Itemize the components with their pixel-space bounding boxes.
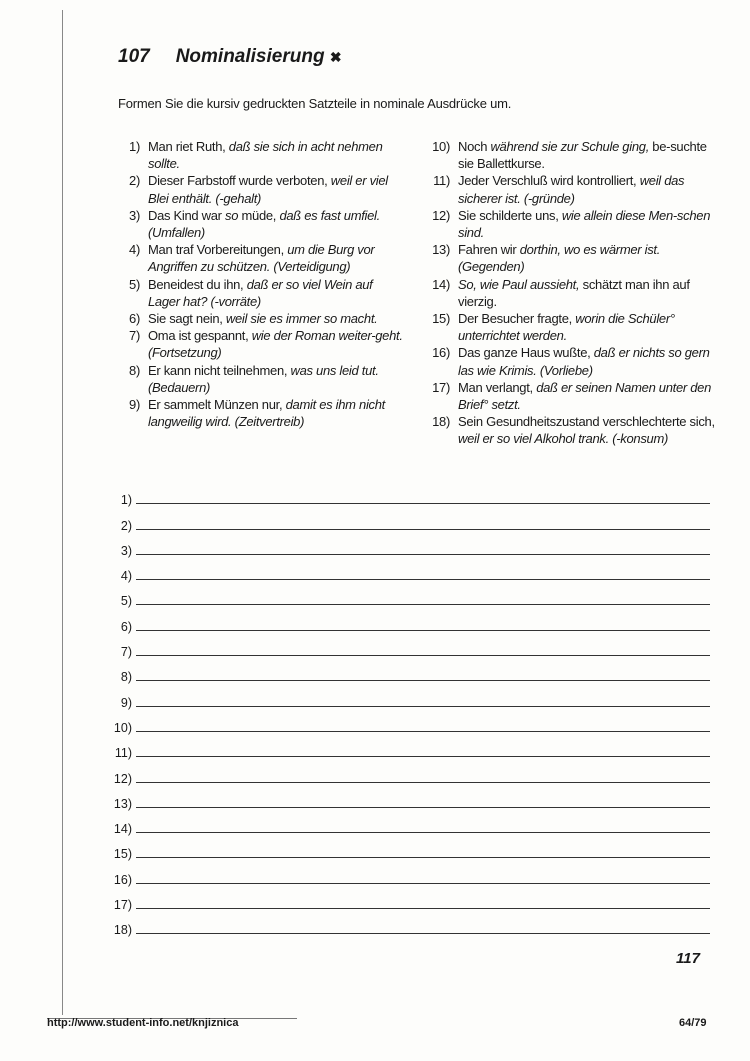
instruction: Formen Sie die kursiv gedruckten Satzteile in nominale Ausdrücke um. <box>118 96 512 111</box>
answer-number: 7) <box>120 645 132 660</box>
exercise-item-number: 17) <box>432 379 450 395</box>
answer-number: 2) <box>120 518 132 533</box>
exercise-item-number: 14) <box>432 276 450 292</box>
italic-phrase: worin die Schüler° unterrichtet werden. <box>458 311 675 344</box>
italic-phrase: daß er so viel Wein auf Lager hat? (-vorräte) <box>148 276 373 309</box>
plain-phrase: Man riet Ruth, <box>148 139 229 154</box>
answer-row <box>100 861 710 886</box>
plain-phrase: Fahren wir <box>458 242 520 258</box>
answer-blank-line[interactable] <box>136 744 710 757</box>
margin-line <box>62 10 63 1015</box>
exercise-item-number: 5) <box>129 276 140 292</box>
exercise-item-text <box>148 207 403 241</box>
exercise-item-number: 2) <box>129 173 140 189</box>
answer-row <box>100 684 710 709</box>
plain-phrase: Man traf Vorbereitungen, <box>148 242 288 258</box>
exercise-item-text <box>458 344 718 378</box>
exercise-item-text <box>148 396 403 430</box>
exercise-item <box>428 344 718 378</box>
answer-row <box>100 608 710 633</box>
exercise-item <box>118 172 403 206</box>
exercise-item <box>118 276 403 310</box>
exercise-item-text <box>458 138 718 172</box>
exercise-item-text <box>458 276 718 310</box>
italic-phrase: wie allein diese Men-schen sind. <box>458 207 711 241</box>
plain-phrase: Man verlangt, <box>458 379 537 395</box>
plain-phrase: müde, <box>238 207 280 223</box>
plain-phrase: Er kann nicht teilnehmen, <box>148 362 291 378</box>
plain-phrase: Der Besucher fragte, <box>458 311 576 327</box>
italic-phrase: so <box>225 207 239 223</box>
exercise-item-text <box>458 172 718 206</box>
exercise-item <box>118 310 403 327</box>
answer-blank-line[interactable] <box>136 770 710 783</box>
exercise-list-right <box>428 138 718 448</box>
exercise-item-number: 8) <box>129 362 140 378</box>
answer-number: 18) <box>113 923 132 938</box>
italic-phrase: was uns leid tut. (Bedauern) <box>148 362 379 395</box>
answer-blank-line[interactable] <box>136 491 710 504</box>
plain-phrase: Sie sagt nein, <box>148 311 226 327</box>
plain-phrase: Sie schilderte uns, <box>458 207 562 223</box>
answer-row <box>100 836 710 861</box>
answer-number: 1) <box>120 493 132 508</box>
exercise-item-text <box>458 413 718 447</box>
exercise-item-number: 15) <box>432 311 450 327</box>
exercise-item-text <box>148 310 403 327</box>
answer-blank-line[interactable] <box>136 694 710 707</box>
answer-blank-line[interactable] <box>136 592 710 605</box>
exercise-item-number: 6) <box>129 311 140 327</box>
exercise-item <box>118 138 403 172</box>
answer-blank-line[interactable] <box>136 618 710 631</box>
exercise-number: 107 <box>118 46 150 67</box>
answer-number: 17) <box>113 898 132 913</box>
answer-lines <box>100 482 710 937</box>
answer-number: 15) <box>113 847 132 862</box>
answer-number: 12) <box>113 771 132 786</box>
plain-phrase: Das ganze Haus wußte, <box>458 345 594 361</box>
exercise-item-number: 12) <box>432 207 450 223</box>
answer-blank-line[interactable] <box>136 845 710 858</box>
answer-number: 8) <box>120 670 132 685</box>
exercise-title <box>118 46 342 68</box>
exercise-item-text <box>458 241 718 275</box>
answer-number: 6) <box>120 619 132 634</box>
answer-row <box>100 659 710 684</box>
plain-phrase: be-suchte sie Ballettkurse. <box>458 139 707 172</box>
italic-phrase: um die Burg vor Angriffen zu schützen. (Verteidigung) <box>148 242 375 275</box>
plain-phrase: Noch <box>458 139 491 154</box>
exercise-item-number: 10) <box>432 139 450 154</box>
plain-phrase: Beneidest du ihn, <box>148 276 247 292</box>
answer-blank-line[interactable] <box>136 542 710 555</box>
italic-phrase: daß er nichts so gern las wie Krimis. (Vorliebe) <box>458 345 710 378</box>
italic-phrase: weil das sicherer ist. (-gründe) <box>458 173 685 206</box>
italic-phrase: weil er so viel Alkohol trank. (-konsum) <box>458 431 669 447</box>
answer-number: 10) <box>113 720 132 735</box>
exercise-item-text <box>458 379 718 413</box>
exercise-item-text <box>148 362 403 396</box>
answer-number: 9) <box>120 695 132 710</box>
answer-number: 13) <box>113 796 132 811</box>
exercise-item-number: 11) <box>433 173 450 189</box>
answer-number: 5) <box>120 594 132 609</box>
exercise-item <box>118 362 403 396</box>
italic-phrase: dorthin, wo es wärmer ist. (Gegenden) <box>458 242 661 275</box>
answer-number: 3) <box>120 543 132 558</box>
answer-blank-line[interactable] <box>136 719 710 732</box>
answer-row <box>100 912 710 937</box>
exercise-item-number: 1) <box>129 139 140 154</box>
italic-phrase: weil er viel Blei enthält. (-gehalt) <box>148 173 388 206</box>
italic-phrase: während sie zur Schule ging, <box>490 139 649 154</box>
exercise-item <box>118 207 403 241</box>
answer-row <box>100 507 710 532</box>
italic-phrase: daß sie sich in acht nehmen sollte. <box>148 139 383 172</box>
exercise-item-text <box>148 276 403 310</box>
exercise-item <box>428 207 718 241</box>
exercise-item-text <box>148 241 403 275</box>
cross-marker-icon: ✖ <box>329 49 342 65</box>
exercise-item <box>428 241 718 275</box>
exercise-item <box>428 413 718 447</box>
exercise-item-text <box>148 327 403 361</box>
plain-phrase: Sein Gesundheitszustand verschlechterte sich, <box>458 414 715 430</box>
exercise-item-text <box>148 172 403 206</box>
answer-row <box>100 533 710 558</box>
answer-blank-line[interactable] <box>136 795 710 808</box>
exercise-heading: Nominalisierung <box>175 46 325 67</box>
answer-row <box>100 811 710 836</box>
exercise-item-number: 4) <box>129 242 140 258</box>
exercise-item-text <box>458 310 718 344</box>
exercise-item-number: 16) <box>432 345 450 361</box>
italic-phrase: weil sie es immer so macht. <box>225 311 378 327</box>
exercise-item <box>428 379 718 413</box>
italic-phrase: So, wie Paul aussieht, <box>458 276 580 292</box>
italic-phrase: daß er seinen Namen unter den Brief° setzt. <box>458 379 712 413</box>
answer-row <box>100 760 710 785</box>
answer-blank-line[interactable] <box>136 567 710 580</box>
footer-page-count: 64/79 <box>679 1017 707 1029</box>
plain-phrase: Dieser Farbstoff wurde verboten, <box>148 173 331 189</box>
exercise-list-left <box>118 138 403 430</box>
plain-phrase: Das Kind war <box>148 207 226 223</box>
plain-phrase: Jeder Verschluß wird kontrolliert, <box>458 173 640 189</box>
answer-blank-line[interactable] <box>136 668 710 681</box>
answer-blank-line[interactable] <box>136 896 710 909</box>
answer-row <box>100 583 710 608</box>
answer-blank-line[interactable] <box>136 871 710 884</box>
exercise-item-number: 3) <box>129 207 140 223</box>
plain-phrase: schätzt man ihn auf vierzig. <box>458 276 690 309</box>
exercise-item-number: 7) <box>129 328 140 344</box>
exercise-item <box>428 172 718 206</box>
exercise-item-text <box>148 138 403 172</box>
page-number: 117 <box>676 950 700 967</box>
answer-row <box>100 735 710 760</box>
footer-url: http://www.student-info.net/knjiznica <box>47 1017 239 1029</box>
answer-blank-line[interactable] <box>136 921 710 934</box>
exercise-item <box>428 276 718 310</box>
exercise-item <box>428 138 718 172</box>
answer-row <box>100 710 710 735</box>
answer-blank-line[interactable] <box>136 643 710 656</box>
italic-phrase: wie der Roman weiter-geht. (Fortsetzung) <box>148 328 403 361</box>
answer-blank-line[interactable] <box>136 820 710 833</box>
answer-row <box>100 482 710 507</box>
answer-number: 16) <box>113 872 132 887</box>
answer-row <box>100 634 710 659</box>
answer-row <box>100 558 710 583</box>
exercise-item <box>118 327 403 361</box>
plain-phrase: Oma ist gespannt, <box>148 328 252 344</box>
italic-phrase: damit es ihm nicht langweilig wird. (Zeitvertreib) <box>148 397 385 430</box>
answer-blank-line[interactable] <box>136 517 710 530</box>
exercise-item-number: 9) <box>129 397 140 413</box>
exercise-item-text <box>458 207 718 241</box>
exercise-item <box>118 241 403 275</box>
answer-number: 4) <box>120 569 132 584</box>
answer-row <box>100 786 710 811</box>
exercise-item <box>428 310 718 344</box>
answer-number: 11) <box>114 746 132 761</box>
answer-row <box>100 887 710 912</box>
plain-phrase: Er sammelt Münzen nur, <box>148 397 286 413</box>
exercise-item-number: 13) <box>432 242 450 258</box>
italic-phrase: daß es fast umfiel. (Umfallen) <box>148 207 380 241</box>
exercise-item-number: 18) <box>432 414 450 430</box>
answer-number: 14) <box>113 822 132 837</box>
exercise-item <box>118 396 403 430</box>
